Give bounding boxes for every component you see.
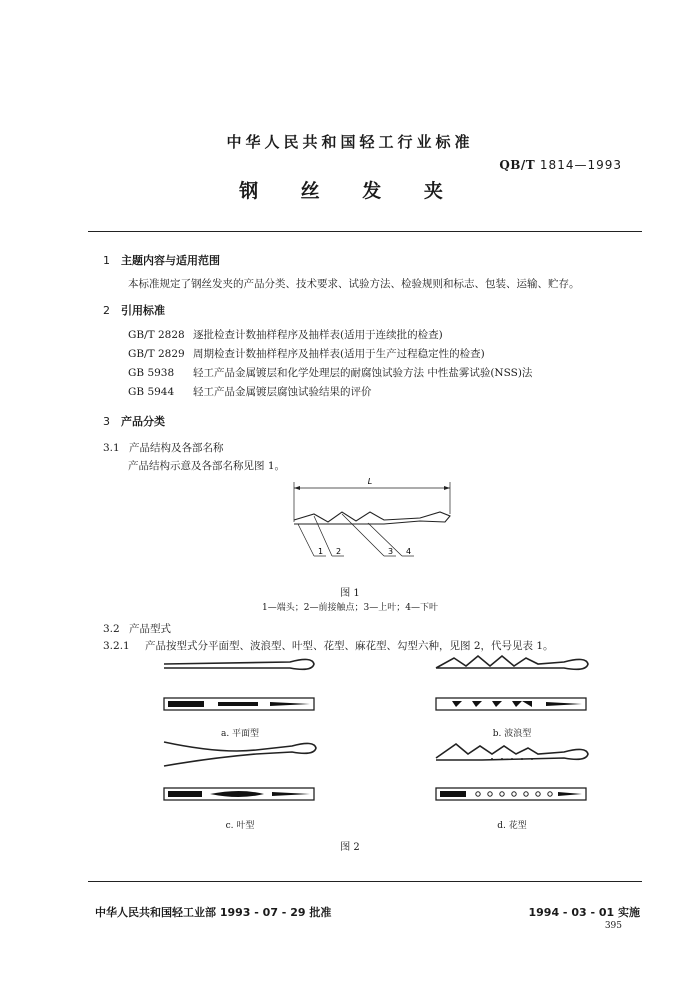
section-2-title: 引用标准 bbox=[121, 304, 165, 317]
figure-2-panel-d-flower-type bbox=[432, 736, 592, 812]
standard-code-prefix: QB/T bbox=[499, 158, 536, 172]
section-3-2-1-number: 3.2.1 bbox=[103, 640, 130, 652]
section-1-number: 1 bbox=[103, 254, 110, 267]
reference-code: GB/T 2829 bbox=[128, 348, 185, 360]
section-3-title: 产品分类 bbox=[121, 415, 165, 428]
header-divider bbox=[88, 231, 642, 232]
hairpin-outline bbox=[294, 512, 450, 524]
section-3-number: 3 bbox=[103, 415, 110, 428]
section-1-heading bbox=[103, 252, 220, 268]
figure-2-panel-b-wave-type bbox=[432, 648, 592, 726]
reference-code: GB 5944 bbox=[128, 386, 175, 398]
issuing-organization: 中华人民共和国轻工行业标准 bbox=[226, 133, 474, 151]
section-3-2-1-body: 产品按型式分平面型、波浪型、叶型、花型、麻花型、勾型六种，见图 2，代号见表 1。 bbox=[145, 640, 554, 652]
reference-text: 轻工产品金属镀层腐蚀试验结果的评价 bbox=[193, 386, 372, 398]
figure-2-panel-a-flat-type bbox=[160, 654, 320, 726]
reference-code: GB 5938 bbox=[128, 367, 175, 379]
section-3-1-title: 产品结构及各部名称 bbox=[129, 442, 224, 454]
reference-text: 轻工产品金属镀层和化学处理层的耐腐蚀试验方法 中性盐雾试验(NSS)法 bbox=[193, 367, 533, 379]
section-3-1-body: 产品结构示意及各部名称见图 1。 bbox=[128, 460, 286, 472]
figure-2-panel-d-label: d. 花型 bbox=[497, 821, 527, 831]
reference-item bbox=[128, 384, 372, 399]
figure-2-panel-b-label: b. 波浪型 bbox=[492, 729, 532, 739]
section-3-2-heading bbox=[103, 621, 171, 636]
section-2-number: 2 bbox=[103, 304, 110, 317]
figure-2-panel-c-label: c. 叶型 bbox=[225, 821, 255, 831]
callout-3: 3 bbox=[388, 547, 394, 556]
section-3-1-heading bbox=[103, 440, 224, 455]
figure-2-panel-a-label: a. 平面型 bbox=[220, 729, 260, 739]
section-3-2-title: 产品型式 bbox=[129, 623, 171, 635]
approval-statement: 中华人民共和国轻工业部 1993 - 07 - 29 批准 bbox=[95, 906, 332, 919]
section-1-title: 主题内容与适用范围 bbox=[121, 254, 220, 267]
reference-item bbox=[128, 327, 443, 342]
leader-line-3 bbox=[342, 514, 384, 556]
document-title: 钢 丝 发 夹 bbox=[239, 180, 461, 202]
reference-text: 逐批检查计数抽样程序及抽样表(适用于连续批的检查) bbox=[193, 329, 443, 341]
callout-4: 4 bbox=[406, 547, 412, 556]
standard-code bbox=[499, 158, 622, 172]
reference-item bbox=[128, 365, 532, 380]
leader-line-1 bbox=[298, 524, 314, 556]
figure-1-hairpin-diagram bbox=[280, 474, 470, 574]
reference-code: GB/T 2828 bbox=[128, 329, 185, 341]
figure-1-caption: 图 1 bbox=[340, 588, 360, 599]
reference-text: 周期检查计数抽样程序及抽样表(适用于生产过程稳定性的检查) bbox=[193, 348, 485, 360]
dimension-arrow-left bbox=[294, 486, 300, 490]
dimension-label: L bbox=[367, 477, 373, 486]
dimension-arrow-right bbox=[444, 486, 450, 490]
figure-1-legend: 1—端头；2—前接触点；3—上叶；4—下叶 bbox=[262, 603, 438, 613]
figure-2-caption: 图 2 bbox=[340, 842, 360, 853]
section-3-heading bbox=[103, 413, 165, 429]
footer-divider bbox=[88, 881, 642, 882]
page-number: 395 bbox=[604, 921, 622, 931]
figure-2-panel-c-leaf-type bbox=[160, 736, 320, 812]
section-2-heading bbox=[103, 302, 165, 318]
section-3-1-number: 3.1 bbox=[103, 442, 120, 454]
standard-code-number: 1814—1993 bbox=[539, 158, 622, 172]
reference-item bbox=[128, 346, 485, 361]
callout-2: 2 bbox=[336, 547, 342, 556]
effective-date: 1994 - 03 - 01 实施 bbox=[528, 906, 640, 919]
callout-1: 1 bbox=[318, 547, 324, 556]
section-1-body: 本标准规定了钢丝发夹的产品分类、技术要求、试验方法、检验规则和标志、包装、运输、贮存。 bbox=[128, 278, 580, 290]
leader-line-4 bbox=[368, 523, 402, 556]
section-3-2-number: 3.2 bbox=[103, 623, 120, 635]
